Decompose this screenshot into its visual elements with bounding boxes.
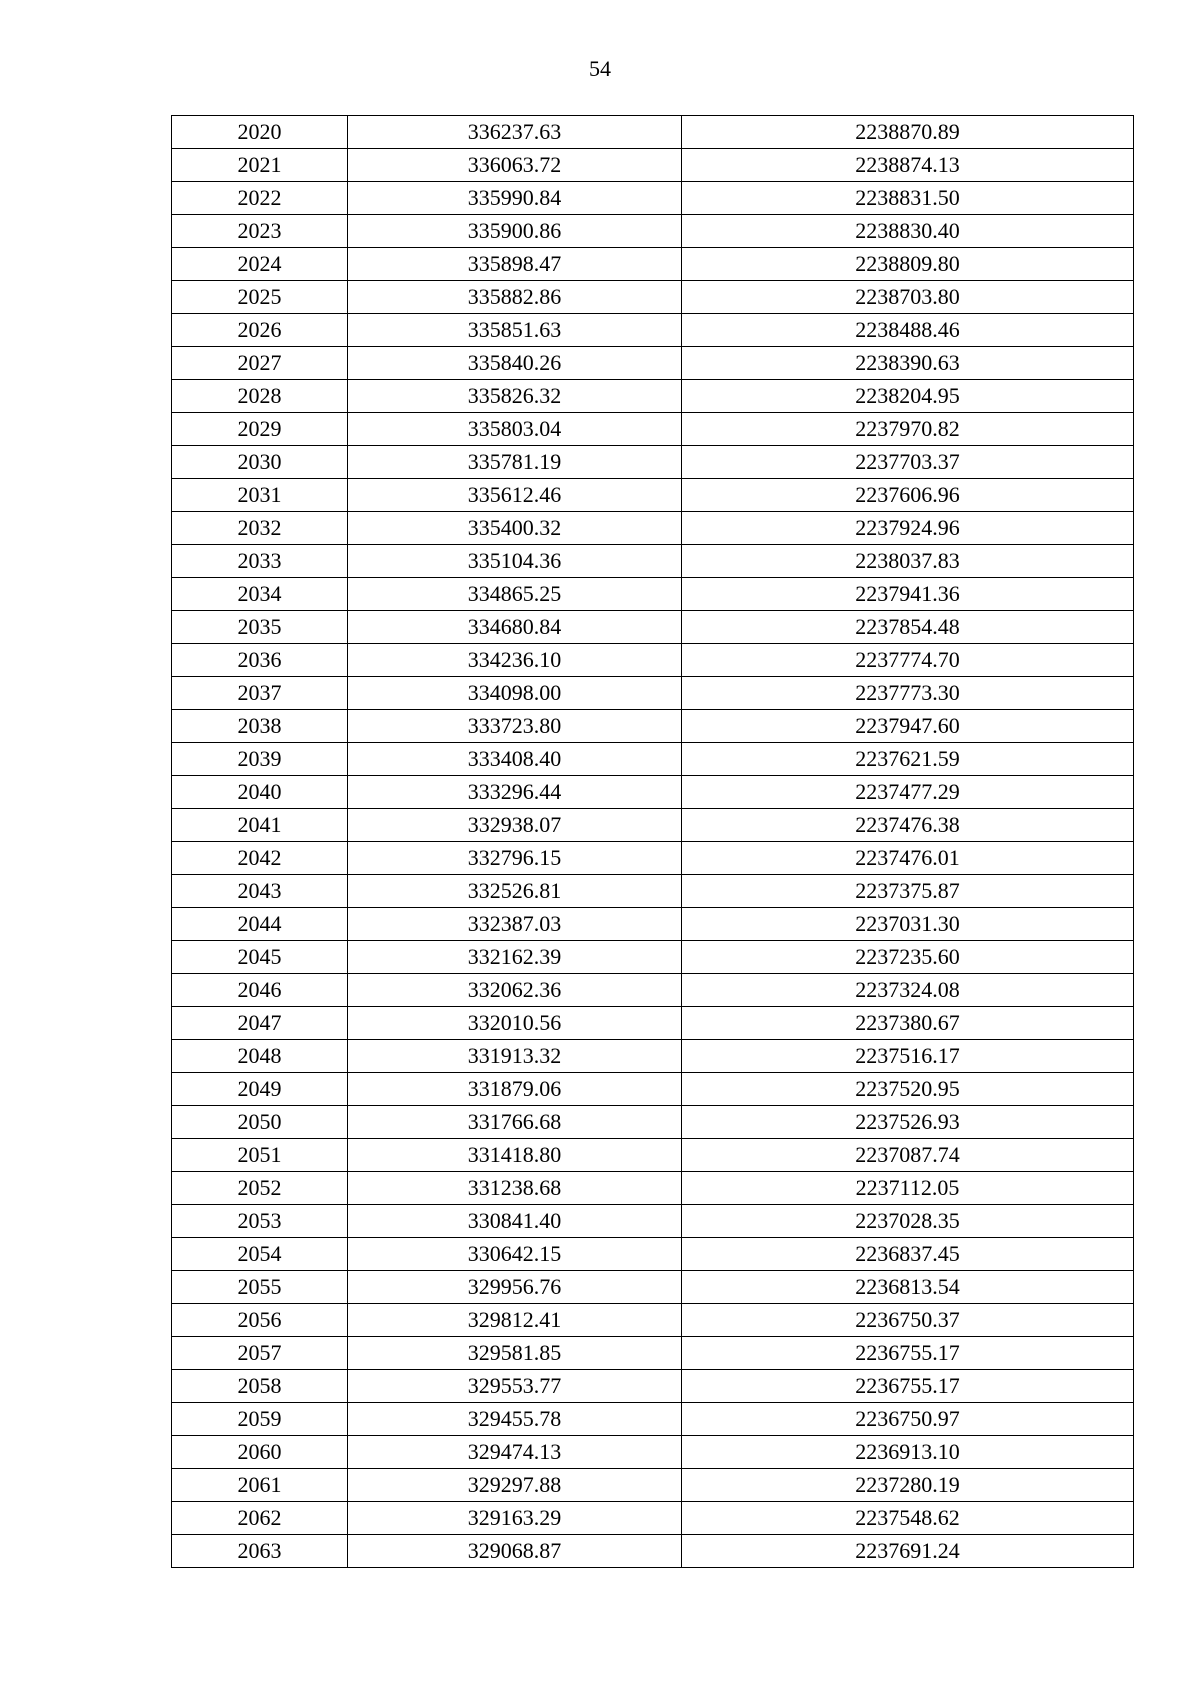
x-coordinate-cell: 335990.84 xyxy=(348,182,682,215)
point-number-cell: 2021 xyxy=(172,149,348,182)
coordinates-table-body xyxy=(172,116,1134,1568)
point-number-cell: 2030 xyxy=(172,446,348,479)
point-number-cell: 2055 xyxy=(172,1271,348,1304)
point-number-cell: 2026 xyxy=(172,314,348,347)
y-coordinate-cell: 2237970.82 xyxy=(682,413,1134,446)
table-row xyxy=(172,908,1134,941)
y-coordinate-cell: 2237324.08 xyxy=(682,974,1134,1007)
x-coordinate-cell: 333296.44 xyxy=(348,776,682,809)
point-number-cell: 2046 xyxy=(172,974,348,1007)
table-row xyxy=(172,677,1134,710)
y-coordinate-cell: 2237526.93 xyxy=(682,1106,1134,1139)
table-row xyxy=(172,743,1134,776)
y-coordinate-cell: 2237235.60 xyxy=(682,941,1134,974)
x-coordinate-cell: 334098.00 xyxy=(348,677,682,710)
table-row xyxy=(172,710,1134,743)
y-coordinate-cell: 2237606.96 xyxy=(682,479,1134,512)
y-coordinate-cell: 2236813.54 xyxy=(682,1271,1134,1304)
x-coordinate-cell: 335612.46 xyxy=(348,479,682,512)
point-number-cell: 2028 xyxy=(172,380,348,413)
table-row xyxy=(172,1040,1134,1073)
point-number-cell: 2040 xyxy=(172,776,348,809)
x-coordinate-cell: 335882.86 xyxy=(348,281,682,314)
point-number-cell: 2020 xyxy=(172,116,348,149)
table-row xyxy=(172,974,1134,1007)
table-row xyxy=(172,776,1134,809)
y-coordinate-cell: 2236913.10 xyxy=(682,1436,1134,1469)
y-coordinate-cell: 2237947.60 xyxy=(682,710,1134,743)
x-coordinate-cell: 332526.81 xyxy=(348,875,682,908)
x-coordinate-cell: 329068.87 xyxy=(348,1535,682,1568)
x-coordinate-cell: 335840.26 xyxy=(348,347,682,380)
x-coordinate-cell: 329297.88 xyxy=(348,1469,682,1502)
point-number-cell: 2050 xyxy=(172,1106,348,1139)
point-number-cell: 2032 xyxy=(172,512,348,545)
y-coordinate-cell: 2238870.89 xyxy=(682,116,1134,149)
table-row xyxy=(172,1370,1134,1403)
table-row xyxy=(172,479,1134,512)
table-row xyxy=(172,1073,1134,1106)
y-coordinate-cell: 2236750.97 xyxy=(682,1403,1134,1436)
table-row xyxy=(172,1502,1134,1535)
x-coordinate-cell: 332010.56 xyxy=(348,1007,682,1040)
table-row xyxy=(172,809,1134,842)
point-number-cell: 2061 xyxy=(172,1469,348,1502)
point-number-cell: 2043 xyxy=(172,875,348,908)
table-row xyxy=(172,413,1134,446)
table-row xyxy=(172,875,1134,908)
x-coordinate-cell: 330841.40 xyxy=(348,1205,682,1238)
x-coordinate-cell: 335898.47 xyxy=(348,248,682,281)
x-coordinate-cell: 336237.63 xyxy=(348,116,682,149)
table-row xyxy=(172,149,1134,182)
table-row xyxy=(172,545,1134,578)
x-coordinate-cell: 334680.84 xyxy=(348,611,682,644)
point-number-cell: 2023 xyxy=(172,215,348,248)
y-coordinate-cell: 2238831.50 xyxy=(682,182,1134,215)
y-coordinate-cell: 2237691.24 xyxy=(682,1535,1134,1568)
table-row xyxy=(172,182,1134,215)
x-coordinate-cell: 334865.25 xyxy=(348,578,682,611)
point-number-cell: 2063 xyxy=(172,1535,348,1568)
point-number-cell: 2047 xyxy=(172,1007,348,1040)
y-coordinate-cell: 2237520.95 xyxy=(682,1073,1134,1106)
table-row xyxy=(172,578,1134,611)
point-number-cell: 2048 xyxy=(172,1040,348,1073)
point-number-cell: 2045 xyxy=(172,941,348,974)
point-number-cell: 2041 xyxy=(172,809,348,842)
y-coordinate-cell: 2236750.37 xyxy=(682,1304,1134,1337)
x-coordinate-cell: 332062.36 xyxy=(348,974,682,1007)
y-coordinate-cell: 2237028.35 xyxy=(682,1205,1134,1238)
point-number-cell: 2036 xyxy=(172,644,348,677)
x-coordinate-cell: 329455.78 xyxy=(348,1403,682,1436)
x-coordinate-cell: 329956.76 xyxy=(348,1271,682,1304)
x-coordinate-cell: 331418.80 xyxy=(348,1139,682,1172)
table-row xyxy=(172,215,1134,248)
y-coordinate-cell: 2238204.95 xyxy=(682,380,1134,413)
x-coordinate-cell: 330642.15 xyxy=(348,1238,682,1271)
x-coordinate-cell: 331766.68 xyxy=(348,1106,682,1139)
point-number-cell: 2027 xyxy=(172,347,348,380)
y-coordinate-cell: 2237476.01 xyxy=(682,842,1134,875)
x-coordinate-cell: 332162.39 xyxy=(348,941,682,974)
y-coordinate-cell: 2237854.48 xyxy=(682,611,1134,644)
table-row xyxy=(172,380,1134,413)
table-row xyxy=(172,1436,1134,1469)
y-coordinate-cell: 2238874.13 xyxy=(682,149,1134,182)
y-coordinate-cell: 2238037.83 xyxy=(682,545,1134,578)
y-coordinate-cell: 2238390.63 xyxy=(682,347,1134,380)
x-coordinate-cell: 335400.32 xyxy=(348,512,682,545)
point-number-cell: 2057 xyxy=(172,1337,348,1370)
y-coordinate-cell: 2238830.40 xyxy=(682,215,1134,248)
point-number-cell: 2035 xyxy=(172,611,348,644)
table-row xyxy=(172,842,1134,875)
y-coordinate-cell: 2237476.38 xyxy=(682,809,1134,842)
y-coordinate-cell: 2238703.80 xyxy=(682,281,1134,314)
y-coordinate-cell: 2237621.59 xyxy=(682,743,1134,776)
x-coordinate-cell: 329812.41 xyxy=(348,1304,682,1337)
x-coordinate-cell: 332796.15 xyxy=(348,842,682,875)
point-number-cell: 2022 xyxy=(172,182,348,215)
point-number-cell: 2059 xyxy=(172,1403,348,1436)
point-number-cell: 2029 xyxy=(172,413,348,446)
x-coordinate-cell: 329474.13 xyxy=(348,1436,682,1469)
table-row xyxy=(172,512,1134,545)
y-coordinate-cell: 2237031.30 xyxy=(682,908,1134,941)
y-coordinate-cell: 2238488.46 xyxy=(682,314,1134,347)
y-coordinate-cell: 2237375.87 xyxy=(682,875,1134,908)
table-row xyxy=(172,1337,1134,1370)
table-row xyxy=(172,248,1134,281)
x-coordinate-cell: 335851.63 xyxy=(348,314,682,347)
y-coordinate-cell: 2236755.17 xyxy=(682,1337,1134,1370)
point-number-cell: 2031 xyxy=(172,479,348,512)
y-coordinate-cell: 2237774.70 xyxy=(682,644,1134,677)
y-coordinate-cell: 2237941.36 xyxy=(682,578,1134,611)
x-coordinate-cell: 332938.07 xyxy=(348,809,682,842)
y-coordinate-cell: 2237924.96 xyxy=(682,512,1134,545)
point-number-cell: 2058 xyxy=(172,1370,348,1403)
x-coordinate-cell: 335900.86 xyxy=(348,215,682,248)
point-number-cell: 2038 xyxy=(172,710,348,743)
x-coordinate-cell: 329553.77 xyxy=(348,1370,682,1403)
table-row xyxy=(172,1469,1134,1502)
table-row xyxy=(172,347,1134,380)
table-row xyxy=(172,611,1134,644)
point-number-cell: 2034 xyxy=(172,578,348,611)
y-coordinate-cell: 2237548.62 xyxy=(682,1502,1134,1535)
x-coordinate-cell: 334236.10 xyxy=(348,644,682,677)
y-coordinate-cell: 2236837.45 xyxy=(682,1238,1134,1271)
table-row xyxy=(172,314,1134,347)
y-coordinate-cell: 2237380.67 xyxy=(682,1007,1134,1040)
table-row xyxy=(172,281,1134,314)
y-coordinate-cell: 2237087.74 xyxy=(682,1139,1134,1172)
x-coordinate-cell: 331879.06 xyxy=(348,1073,682,1106)
x-coordinate-cell: 335803.04 xyxy=(348,413,682,446)
point-number-cell: 2044 xyxy=(172,908,348,941)
page-number: 54 xyxy=(589,56,611,81)
point-number-cell: 2024 xyxy=(172,248,348,281)
point-number-cell: 2053 xyxy=(172,1205,348,1238)
x-coordinate-cell: 335781.19 xyxy=(348,446,682,479)
y-coordinate-cell: 2238809.80 xyxy=(682,248,1134,281)
table-row xyxy=(172,1007,1134,1040)
y-coordinate-cell: 2237477.29 xyxy=(682,776,1134,809)
point-number-cell: 2039 xyxy=(172,743,348,776)
x-coordinate-cell: 331913.32 xyxy=(348,1040,682,1073)
y-coordinate-cell: 2237280.19 xyxy=(682,1469,1134,1502)
y-coordinate-cell: 2237112.05 xyxy=(682,1172,1134,1205)
point-number-cell: 2060 xyxy=(172,1436,348,1469)
table-row xyxy=(172,446,1134,479)
point-number-cell: 2049 xyxy=(172,1073,348,1106)
point-number-cell: 2051 xyxy=(172,1139,348,1172)
x-coordinate-cell: 335826.32 xyxy=(348,380,682,413)
x-coordinate-cell: 335104.36 xyxy=(348,545,682,578)
point-number-cell: 2033 xyxy=(172,545,348,578)
x-coordinate-cell: 333723.80 xyxy=(348,710,682,743)
table-row xyxy=(172,1106,1134,1139)
point-number-cell: 2056 xyxy=(172,1304,348,1337)
x-coordinate-cell: 333408.40 xyxy=(348,743,682,776)
y-coordinate-cell: 2237703.37 xyxy=(682,446,1134,479)
x-coordinate-cell: 329163.29 xyxy=(348,1502,682,1535)
y-coordinate-cell: 2237516.17 xyxy=(682,1040,1134,1073)
table-row xyxy=(172,644,1134,677)
table-row xyxy=(172,1205,1134,1238)
table-row xyxy=(172,1238,1134,1271)
point-number-cell: 2025 xyxy=(172,281,348,314)
table-row xyxy=(172,1271,1134,1304)
y-coordinate-cell: 2237773.30 xyxy=(682,677,1134,710)
point-number-cell: 2042 xyxy=(172,842,348,875)
x-coordinate-cell: 329581.85 xyxy=(348,1337,682,1370)
point-number-cell: 2054 xyxy=(172,1238,348,1271)
table-row xyxy=(172,1535,1134,1568)
table-row xyxy=(172,941,1134,974)
x-coordinate-cell: 336063.72 xyxy=(348,149,682,182)
table-row xyxy=(172,1304,1134,1337)
table-row xyxy=(172,1172,1134,1205)
table-row xyxy=(172,116,1134,149)
table-row xyxy=(172,1139,1134,1172)
point-number-cell: 2037 xyxy=(172,677,348,710)
table-row xyxy=(172,1403,1134,1436)
point-number-cell: 2062 xyxy=(172,1502,348,1535)
coordinates-table xyxy=(171,115,1134,1568)
point-number-cell: 2052 xyxy=(172,1172,348,1205)
x-coordinate-cell: 332387.03 xyxy=(348,908,682,941)
x-coordinate-cell: 331238.68 xyxy=(348,1172,682,1205)
y-coordinate-cell: 2236755.17 xyxy=(682,1370,1134,1403)
